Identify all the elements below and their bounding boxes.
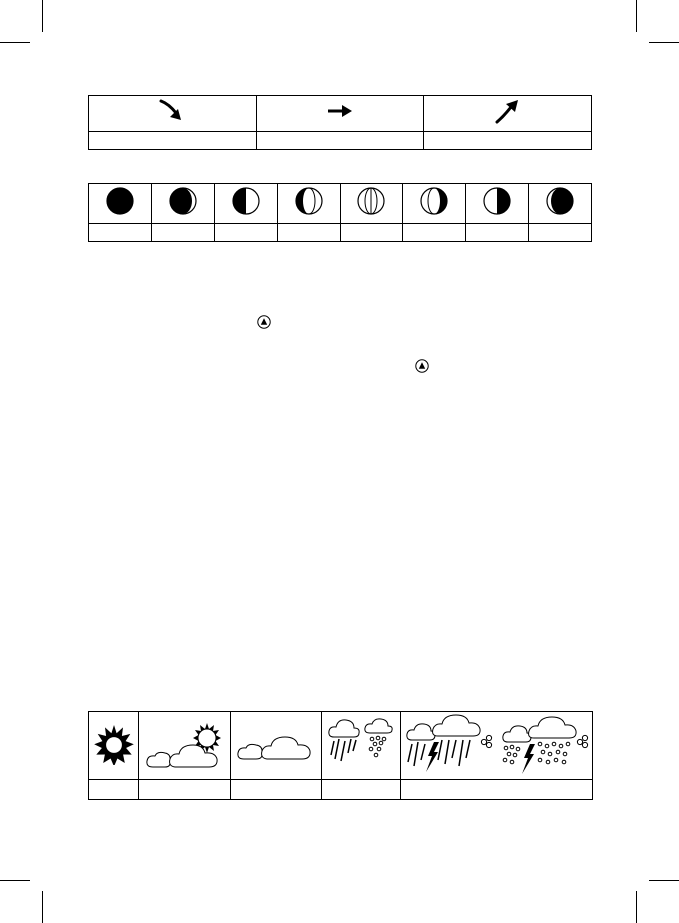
moon-label [151,224,214,242]
weather-label [231,780,322,800]
crop-mark [636,891,637,923]
partly-cloudy-icon [143,717,227,769]
weather-label [139,780,231,800]
first-quarter-icon [231,186,261,216]
trend-label [424,132,592,150]
moon-label [340,224,403,242]
trend-label [256,132,424,150]
trend-steady-arrow-icon [325,101,355,121]
last-quarter-icon [482,186,512,216]
up-button-icon [257,315,271,329]
trend-cell [89,96,257,132]
moon-cell [340,184,403,224]
moon-cell [466,184,529,224]
rain-icon [326,715,396,771]
sunny-icon [92,721,136,765]
weather-label [322,780,401,800]
trend-rising-arrow-icon [493,97,523,125]
weather-cell [322,712,401,780]
moon-cell [529,184,592,224]
cloudy-icon [236,723,316,763]
waning-gibbous-icon [419,186,449,216]
trend-label [89,132,257,150]
full-moon-icon [356,186,386,216]
crop-mark [649,42,679,43]
stormy-icon [404,712,590,774]
weather-cell [401,712,593,780]
trend-cell [256,96,424,132]
trend-cell [424,96,592,132]
crop-mark [42,891,43,923]
waning-crescent-icon [545,186,575,216]
waxing-gibbous-icon [294,186,324,216]
new-moon-icon [105,186,135,216]
weather-label [89,780,139,800]
moon-label [403,224,466,242]
crop-mark [0,42,30,43]
weather-cell [89,712,139,780]
crop-mark [649,880,679,881]
moon-cell [403,184,466,224]
moon-cell [277,184,340,224]
moon-label [529,224,592,242]
trend-falling-arrow-icon [157,98,187,124]
trend-table [88,95,592,150]
moon-cell [151,184,214,224]
moon-label [277,224,340,242]
weather-table [88,711,593,800]
moon-cell [89,184,152,224]
up-button-icon [415,359,429,373]
crop-mark [636,0,637,32]
moon-label [89,224,152,242]
crop-mark [42,0,43,32]
moon-label [466,224,529,242]
moon-cell [214,184,277,224]
weather-cell [231,712,322,780]
weather-cell [139,712,231,780]
moon-phase-table [88,183,592,242]
moon-label [214,224,277,242]
crop-mark [0,880,30,881]
waxing-crescent-icon [168,186,198,216]
weather-label [401,780,593,800]
